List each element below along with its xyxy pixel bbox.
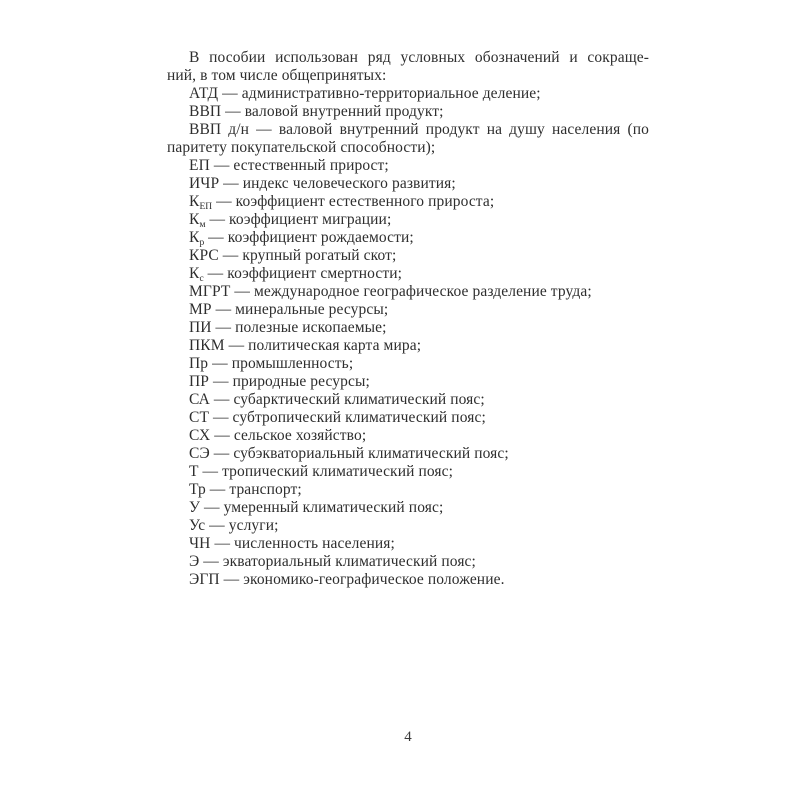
page-number: 4	[404, 729, 412, 745]
abbr-line	[167, 211, 649, 229]
intro-line-1: В пособии использован ряд условных обозначений и сокраще-	[189, 49, 649, 66]
abbr-line: ЧН — численность населения;	[189, 535, 395, 552]
abbr-line	[167, 229, 649, 247]
abbr-line: ЭГП — экономико-географическое положение.	[189, 571, 505, 588]
abbr-line: СХ — сельское хозяйство;	[189, 427, 367, 444]
abbr-line: Тр — транспорт;	[189, 481, 302, 498]
abbr-line: Э — экваториальный климатический пояс;	[189, 553, 476, 570]
abbr-line: СЭ — субэкваториальный климатический пояс;	[189, 445, 509, 462]
abbr-definition: — коэффициент смертности;	[203, 265, 403, 282]
abbr-line: Ус — услуги;	[189, 517, 279, 534]
abbr-line: ПКМ — политическая карта мира;	[189, 337, 422, 354]
abbr-line: Т — тропический климатический пояс;	[189, 463, 454, 480]
abbr-term: К	[189, 211, 200, 228]
abbr-line: МР — минеральные ресурсы;	[189, 301, 389, 318]
abbr-subscript: р	[199, 238, 205, 248]
abbr-line: ВВП д/н — валовой внутренний продукт на душу населения (по	[189, 121, 649, 138]
abbr-term: К	[189, 193, 200, 210]
abbr-line	[167, 265, 649, 283]
abbr-line: СА — субарктический климатический пояс;	[189, 391, 485, 408]
abbr-subscript: ЕП	[199, 202, 213, 212]
abbr-line: СТ — субтропический климатический пояс;	[189, 409, 486, 426]
abbr-line: ИЧР — индекс человеческого развития;	[189, 175, 456, 192]
abbr-line: ВВП — валовой внутренний продукт;	[189, 103, 444, 120]
abbr-line	[167, 193, 649, 211]
abbr-line: ПР — природные ресурсы;	[189, 373, 370, 390]
abbr-line: АТД — административно-территориальное деление;	[189, 85, 541, 102]
abbr-line-wrap: паритету покупательской способности);	[167, 139, 436, 156]
abbr-definition: — коэффициент естественного прироста;	[212, 193, 495, 210]
abbr-line: ЕП — естественный прирост;	[189, 157, 389, 174]
abbr-definition: — коэффициент миграции;	[205, 211, 392, 228]
abbr-line: ПИ — полезные ископаемые;	[189, 319, 387, 336]
abbr-line: КРС — крупный рогатый скот;	[189, 247, 397, 264]
abbreviations-block	[167, 49, 649, 589]
abbr-definition: — коэффициент рождаемости;	[204, 229, 414, 246]
abbr-line: У — умеренный климатический пояс;	[189, 499, 444, 516]
abbr-line: МГРТ — международное географическое разделение труда;	[189, 283, 592, 300]
abbr-subscript: м	[199, 220, 206, 230]
abbr-term: К	[189, 229, 200, 246]
intro-line-2: ний, в том числе общепринятых:	[167, 67, 387, 84]
abbr-subscript: с	[199, 274, 204, 284]
abbr-term: К	[189, 265, 200, 282]
abbr-line: Пр — промышленность;	[189, 355, 354, 372]
